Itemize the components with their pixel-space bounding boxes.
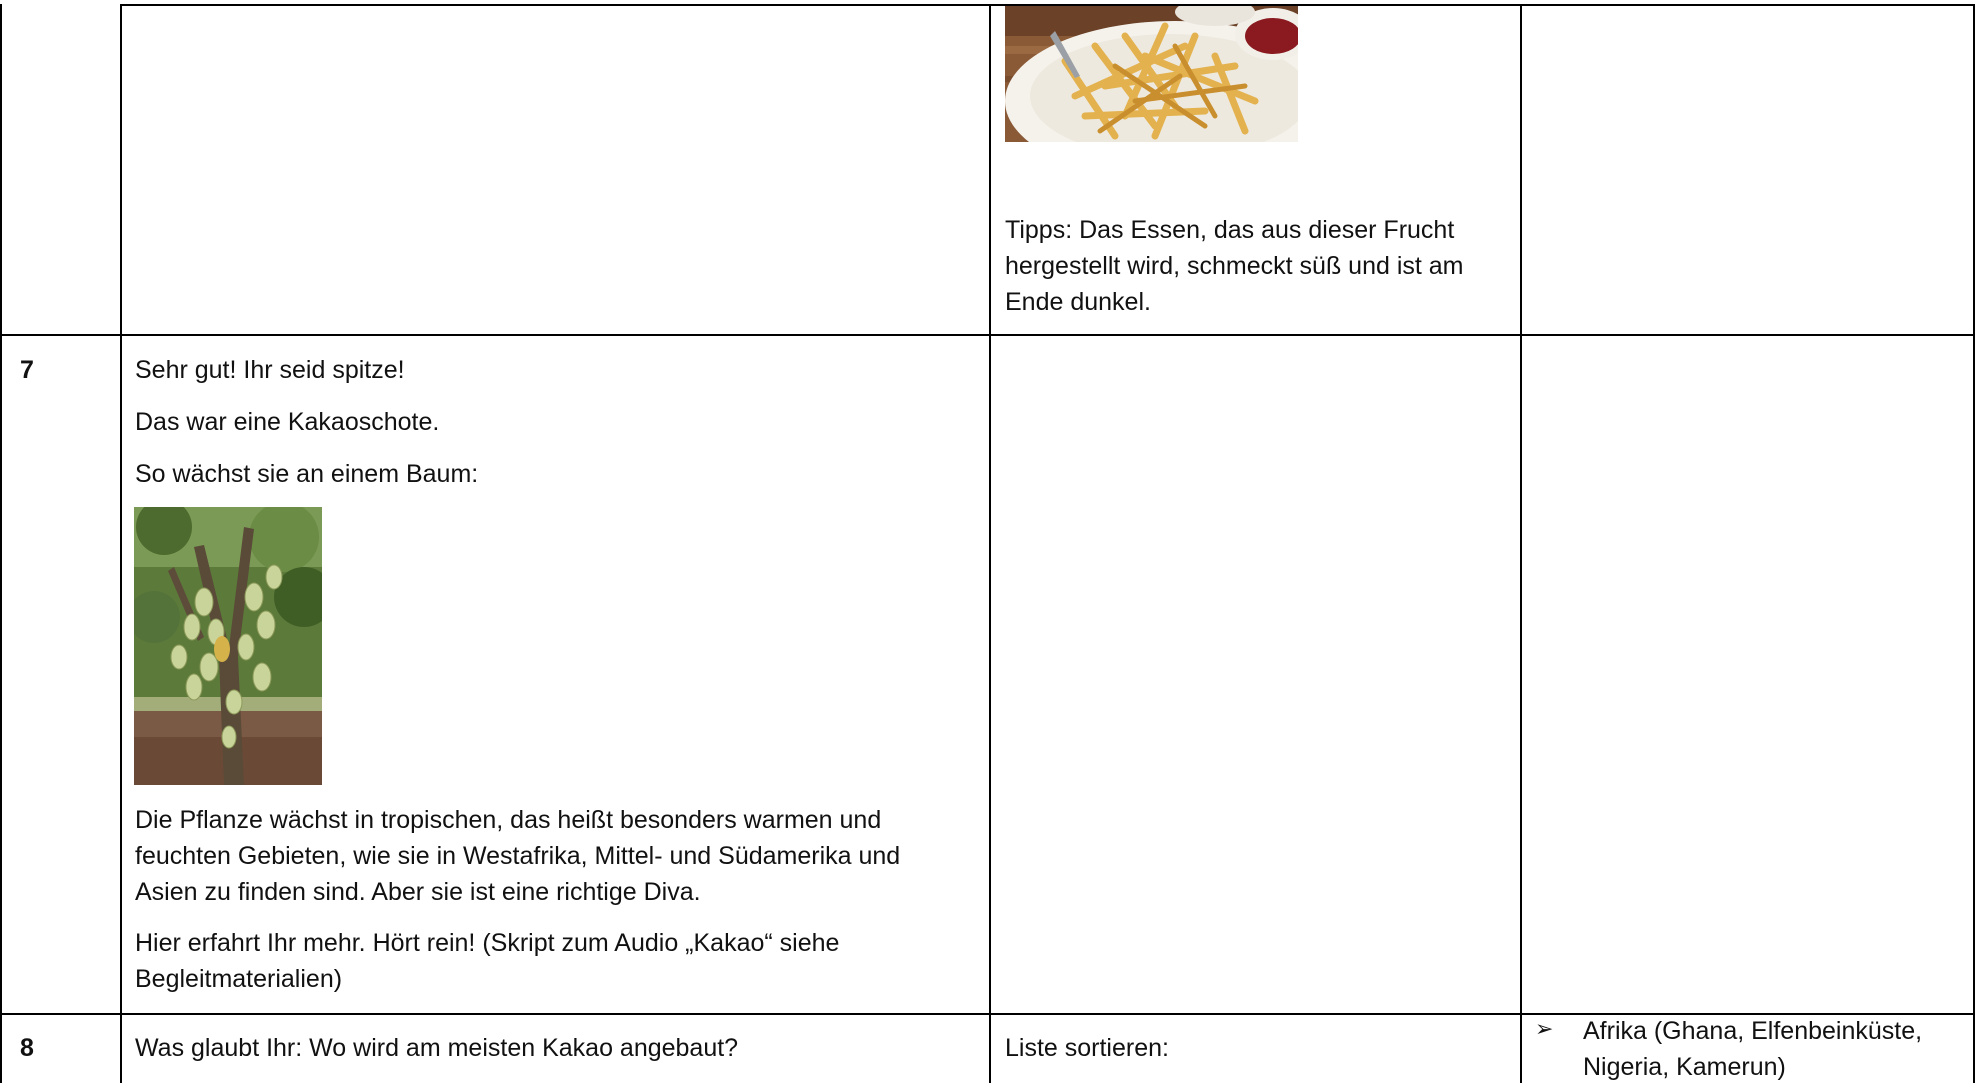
table-border-left (0, 4, 2, 1083)
row7-paragraph-1 (135, 802, 985, 910)
tip-text (1005, 212, 1510, 320)
row8-answer (1583, 1013, 1968, 1085)
tip-line-1: Tipps: Das Essen, das aus dieser Frucht (1005, 216, 1455, 244)
row7-paragraph-1-line-1: Die Pflanze wächst in tropischen, das heißt besonders warmen und (135, 806, 882, 834)
tip-line-3: Ende dunkel. (1005, 288, 1151, 316)
row8-question: Was glaubt Ihr: Wo wird am meisten Kakao angebaut? (135, 1034, 739, 1062)
fries-photo (1005, 6, 1298, 142)
column-divider-1 (120, 4, 122, 1083)
row7-line-3: So wächst sie an einem Baum: (135, 460, 479, 488)
row7-paragraph-1-line-2: feuchten Gebieten, wie sie in Westafrika, Mittel- und Südamerika und (135, 842, 901, 870)
table-border-right (1973, 4, 1975, 1083)
arrow-bullet-icon: ➢ (1535, 1016, 1554, 1041)
row8-answer-line-1: Afrika (Ghana, Elfenbeinküste, (1583, 1017, 1923, 1045)
row-number-7: 7 (20, 356, 34, 384)
row7-paragraph-2 (135, 925, 985, 997)
row7-paragraph-2-line-2: Begleitmaterialien) (135, 965, 343, 993)
row-divider-7 (0, 334, 1973, 336)
cocoa-tree-photo (134, 507, 322, 785)
row7-line-1: Sehr gut! Ihr seid spitze! (135, 356, 405, 384)
row-number-8: 8 (20, 1034, 34, 1062)
column-divider-3 (1520, 4, 1522, 1083)
row7-paragraph-1-line-3: Asien zu finden sind. Aber sie ist eine richtige Diva. (135, 878, 701, 906)
row8-method: Liste sortieren: (1005, 1034, 1169, 1062)
tip-line-2: hergestellt wird, schmeckt süß und ist am (1005, 252, 1464, 280)
column-divider-2 (989, 4, 991, 1083)
row8-answer-line-2: Nigeria, Kamerun) (1583, 1053, 1786, 1081)
row7-paragraph-2-line-1: Hier erfahrt Ihr mehr. Hört rein! (Skript zum Audio „Kakao“ siehe (135, 929, 840, 957)
row7-line-2: Das war eine Kakaoschote. (135, 408, 440, 436)
